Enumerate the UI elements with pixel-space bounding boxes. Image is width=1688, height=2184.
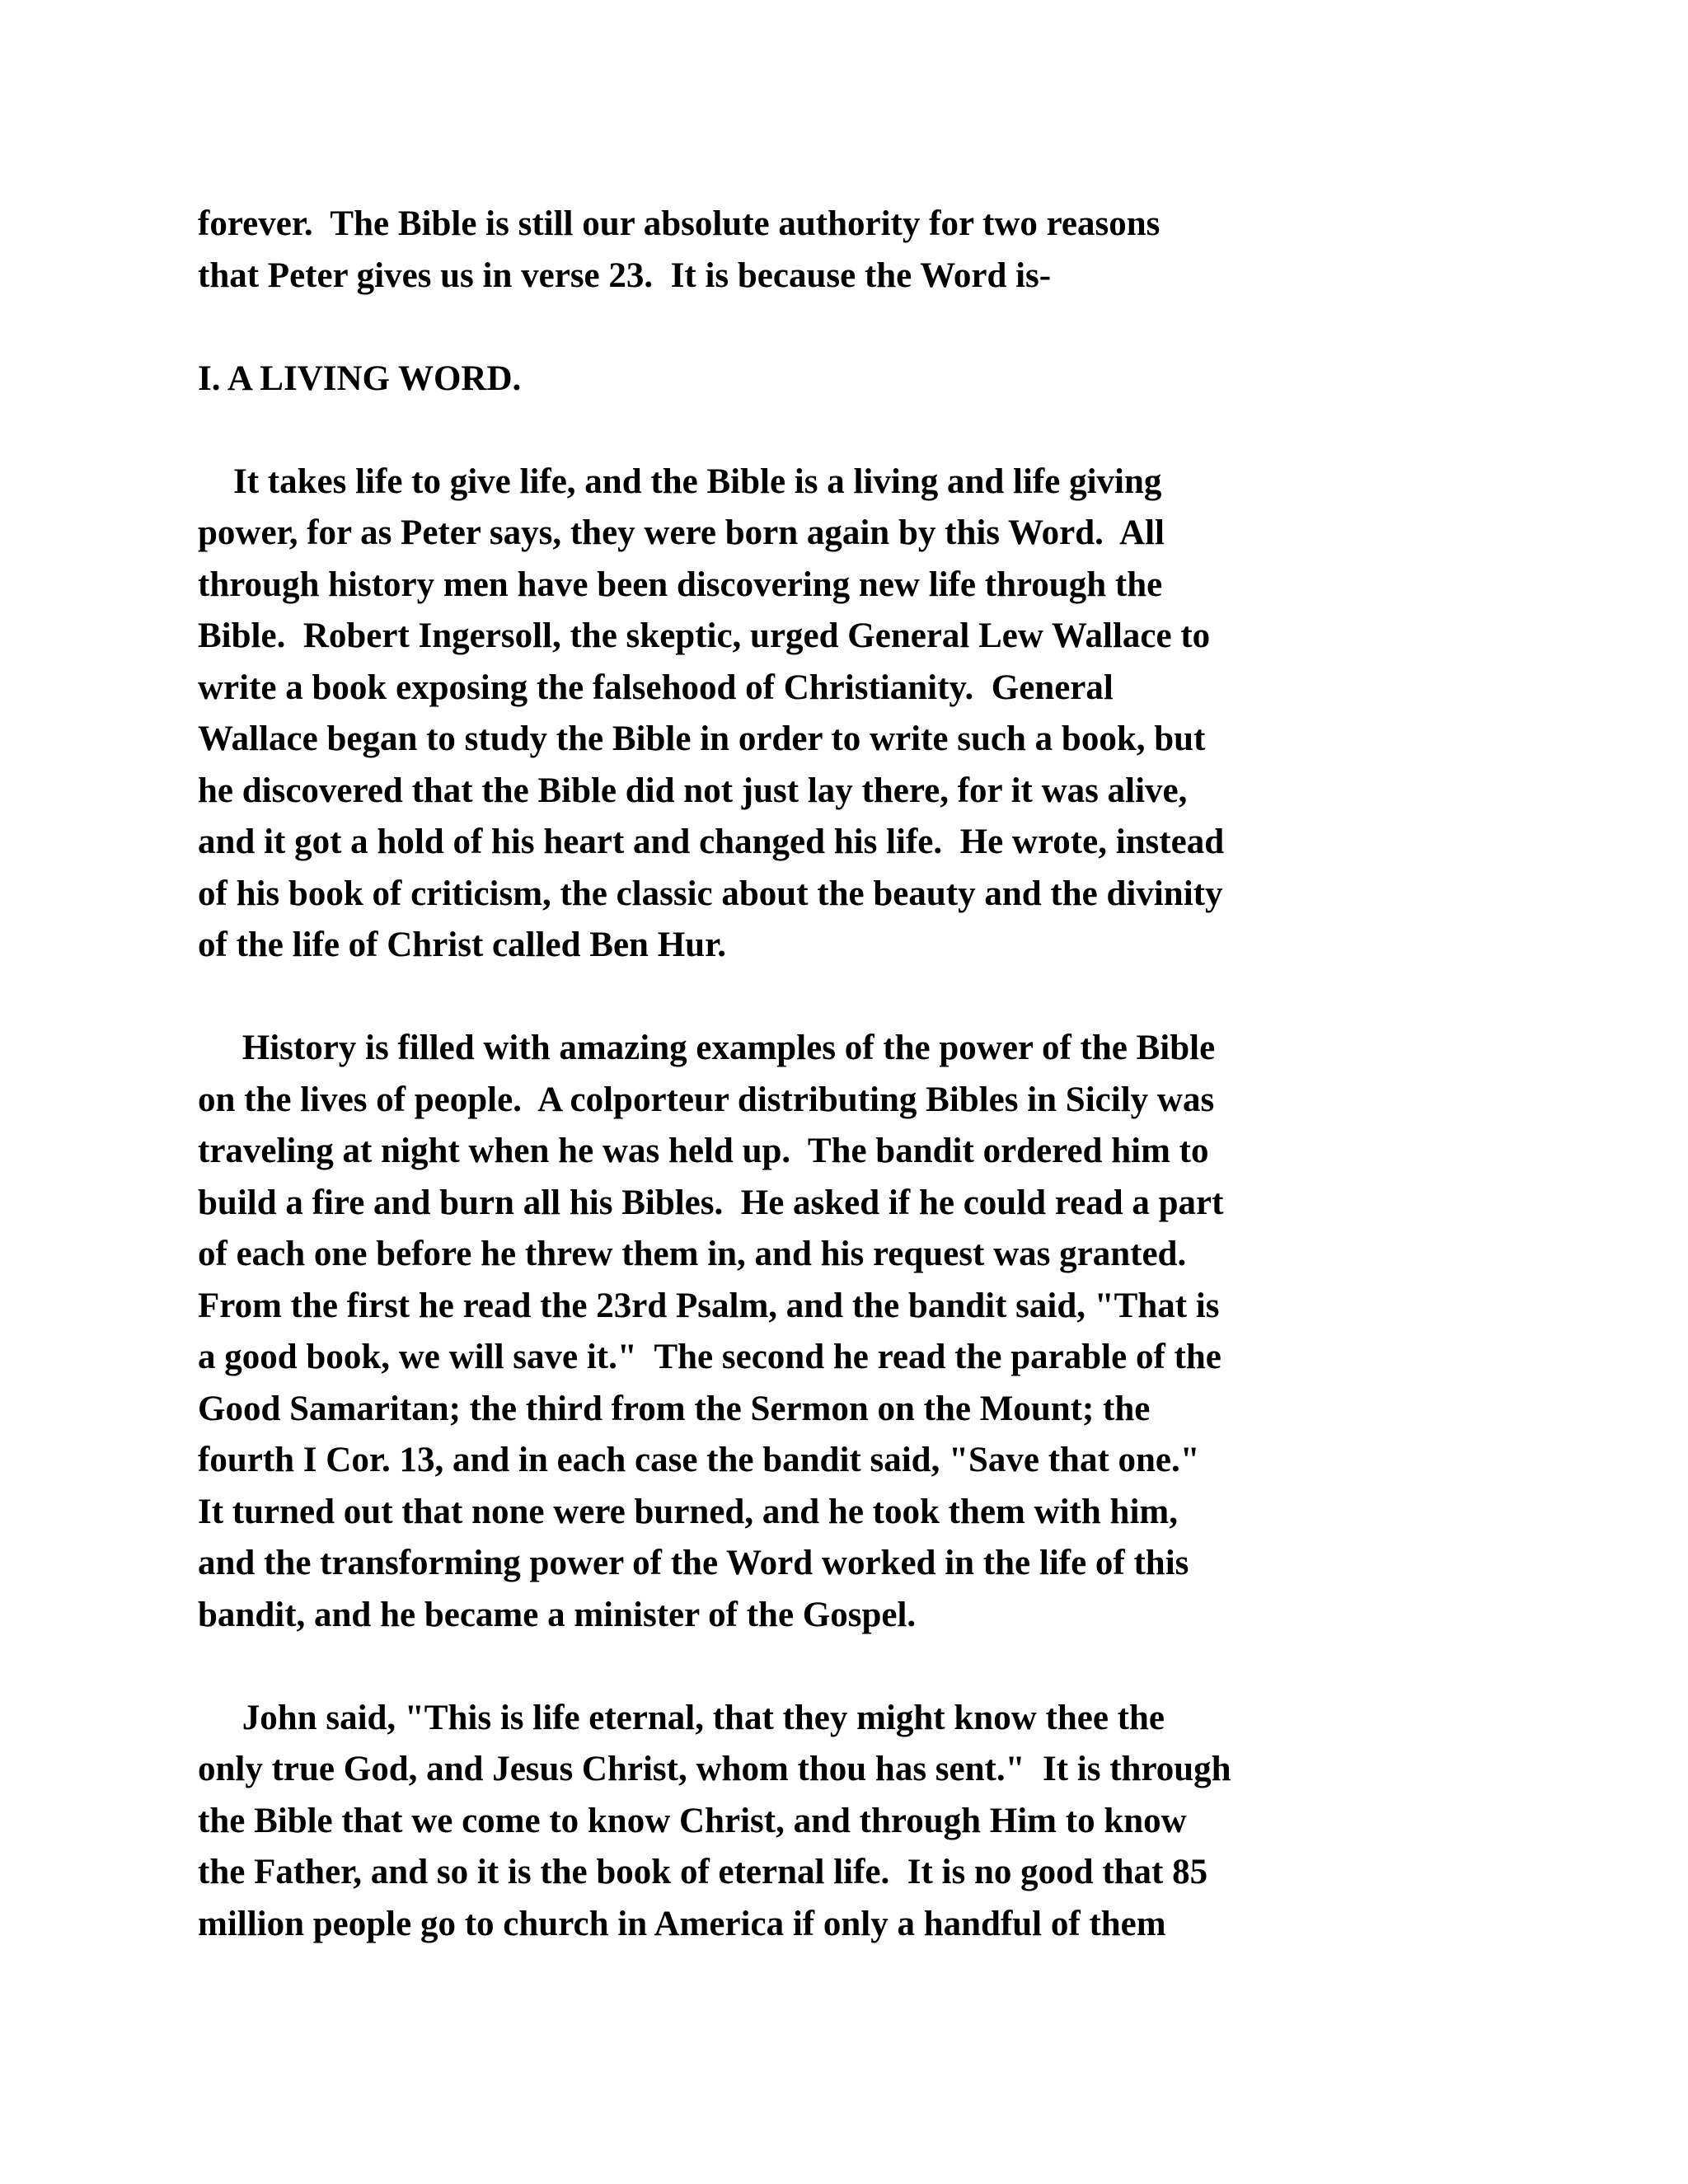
text-line: the Father, and so it is the book of eternal life. It is no good that 85 bbox=[198, 1853, 1208, 1891]
text-line: only true God, and Jesus Christ, whom thou has sent." It is through bbox=[198, 1750, 1231, 1788]
text-line: Bible. Robert Ingersoll, the skeptic, urged General Lew Wallace to bbox=[198, 616, 1211, 655]
text-line: million people go to church in America if only a handful of them bbox=[198, 1904, 1166, 1943]
text-line: of the life of Christ called Ben Hur. bbox=[198, 926, 726, 964]
text-line: History is filled with amazing examples of the power of the Bible bbox=[198, 1029, 1216, 1067]
text-line: and the transforming power of the Word worked in the life of this bbox=[198, 1544, 1189, 1582]
text-line: Good Samaritan; the third from the Sermon on the Mount; the bbox=[198, 1389, 1151, 1428]
text-line: of each one before he threw them in, and his request was granted. bbox=[198, 1235, 1187, 1273]
text-line: the Bible that we come to know Christ, and through Him to know bbox=[198, 1801, 1187, 1840]
text-line: on the lives of people. A colporteur distributing Bibles in Sicily was bbox=[198, 1080, 1215, 1119]
text-line: It turned out that none were burned, and he took them with him, bbox=[198, 1492, 1178, 1531]
text-line: It takes life to give life, and the Bible is a living and life giving bbox=[198, 462, 1162, 501]
text-line: of his book of criticism, the classic about the beauty and the divinity bbox=[198, 874, 1223, 913]
text-line: traveling at night when he was held up. The bandit ordered him to bbox=[198, 1132, 1209, 1170]
blank-line bbox=[198, 405, 1484, 457]
blank-line bbox=[198, 302, 1484, 354]
text-line: Wallace began to study the Bible in order to write such a book, but bbox=[198, 719, 1206, 758]
text-line: bandit, and he became a minister of the Gospel. bbox=[198, 1595, 917, 1634]
text-line: that Peter gives us in verse 23. It is because the Word is- bbox=[198, 255, 1052, 295]
text-line: fourth I Cor. 13, and in each case the bandit said, "Save that one." bbox=[198, 1441, 1200, 1479]
text-line: John said, "This is life eternal, that they might know thee the bbox=[198, 1698, 1165, 1737]
section-heading: I. A LIVING WORD. bbox=[198, 359, 522, 398]
text-line: write a book exposing the falsehood of Christianity. General bbox=[198, 668, 1114, 707]
text-line: power, for as Peter says, they were born again by this Word. All bbox=[198, 513, 1165, 552]
text-line: he discovered that the Bible did not just lay there, for it was alive, bbox=[198, 771, 1188, 810]
text-line: forever. The Bible is still our absolute authority for two reasons bbox=[198, 204, 1160, 243]
blank-line bbox=[198, 972, 1484, 1024]
text-line: build a fire and burn all his Bibles. He asked if he could read a part bbox=[198, 1183, 1224, 1222]
text-line: and it got a hold of his heart and changed his life. He wrote, instead bbox=[198, 823, 1225, 861]
text-line: a good book, we will save it." The second he read the parable of the bbox=[198, 1338, 1221, 1376]
text-line: through history men have been discovering new life through the bbox=[198, 565, 1163, 604]
text-line: From the first he read the 23rd Psalm, and the bandit said, "That is bbox=[198, 1286, 1220, 1325]
document-body bbox=[198, 199, 1484, 1950]
blank-line bbox=[198, 1641, 1484, 1693]
